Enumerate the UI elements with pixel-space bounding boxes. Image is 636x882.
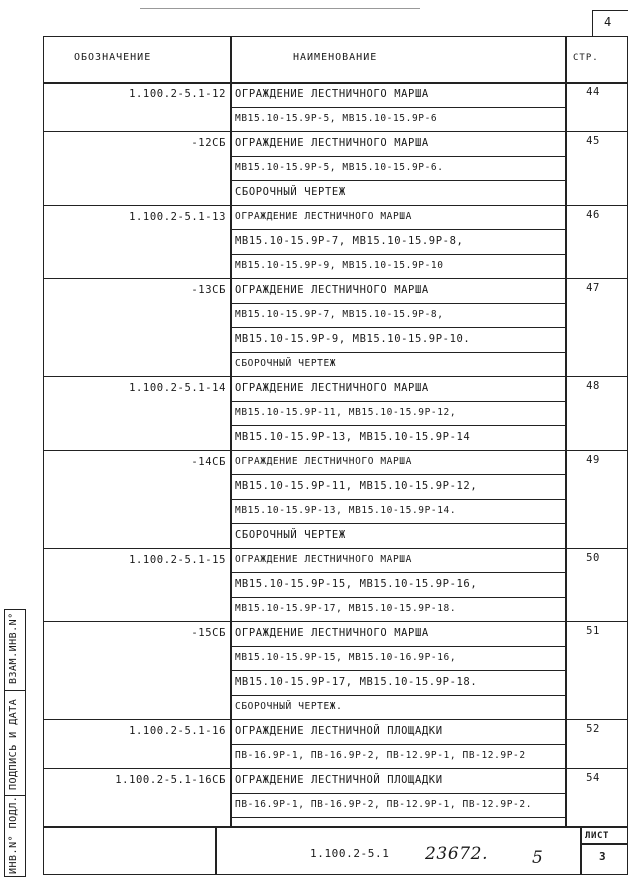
table-row [43, 744, 628, 769]
row-name: МВ15.10-15.9Р-5, МВ15.10-15.9Р-6. [235, 161, 444, 173]
row-name: ОГРАЖДЕНИЕ ЛЕСТНИЧНОГО МАРША [235, 553, 412, 565]
table-row [43, 670, 628, 695]
row-designation: 1.100.2-5.1-16 [129, 725, 226, 737]
table-row [43, 131, 628, 156]
row-name: МВ15.10-15.9Р-9, МВ15.10-15.9Р-10. [235, 333, 471, 345]
header-page: СТР. [573, 53, 599, 63]
row-name: МВ15.10-15.9Р-13, МВ15.10-15.9Р-14 [235, 431, 471, 443]
row-divider [230, 817, 565, 818]
row-page: 52 [586, 723, 600, 735]
row-name: МВ15.10-15.9Р-5, МВ15.10-15.9Р-6 [235, 112, 438, 124]
row-page: 51 [586, 625, 600, 637]
stamp-signature-date: ПОДПИСЬ И ДАТА [8, 698, 19, 790]
row-name: ОГРАЖДЕНИЕ ЛЕСТНИЧНОГО МАРША [235, 455, 412, 467]
row-name: ОГРАЖДЕНИЕ ЛЕСТНИЧНОГО МАРША [235, 88, 429, 100]
table-row [43, 156, 628, 181]
row-name: МВ15.10-15.9Р-15, МВ15.10-15.9Р-16, [235, 578, 478, 590]
row-name: МВ15.10-15.9Р-13, МВ15.10-15.9Р-14. [235, 504, 457, 516]
row-designation: 1.100.2-5.1-14 [129, 382, 226, 394]
table-row [43, 327, 628, 352]
stamp-replacement-inv: ВЗАМ.ИНВ.N° [8, 612, 19, 684]
table-row [43, 401, 628, 426]
table-row [43, 523, 628, 548]
table-row [43, 82, 628, 107]
handwritten-digit: 5 [532, 848, 544, 868]
table-row [43, 376, 628, 401]
header-name: НАИМЕНОВАНИЕ [293, 52, 378, 63]
row-name: МВ15.10-15.9Р-11, МВ15.10-15.9Р-12, [235, 480, 478, 492]
stamp-inv-no-orig: ИНВ.N° ПОДЛ. [8, 795, 19, 874]
handwritten-number: 23672. [425, 844, 489, 864]
table-row [43, 352, 628, 377]
row-name: СБОРОЧНЫЙ ЧЕРТЕЖ [235, 357, 337, 369]
table-row [43, 474, 628, 499]
row-page: 48 [586, 380, 600, 392]
row-name: СБОРОЧНЫЙ ЧЕРТЕЖ. [235, 700, 343, 712]
table-row [43, 621, 628, 646]
row-name: МВ15.10-15.9Р-7, МВ15.10-15.9Р-8, [235, 235, 464, 247]
row-page: 46 [586, 208, 600, 221]
row-name: МВ15.10-15.9Р-9, МВ15.10-15.9Р-10 [235, 259, 444, 271]
row-page: 49 [586, 453, 600, 466]
table-row [43, 499, 628, 524]
row-designation: -14СБ [191, 455, 226, 468]
header-designation: ОБОЗНАЧЕНИЕ [74, 52, 152, 63]
row-page: 50 [586, 551, 600, 564]
row-designation: 1.100.2-5.1-15 [129, 553, 226, 566]
row-designation: -12СБ [191, 137, 226, 149]
row-name: МВ15.10-15.9Р-11, МВ15.10-15.9Р-12, [235, 406, 457, 418]
row-designation: 1.100.2-5.1-12 [129, 88, 226, 100]
table-row [43, 548, 628, 573]
row-name: ПВ-16.9Р-1, ПВ-16.9Р-2, ПВ-12.9Р-1, ПВ-12.9Р-2. [235, 798, 533, 810]
table-row [43, 572, 628, 597]
row-name: СБОРОЧНЫЙ ЧЕРТЕЖ [235, 529, 346, 541]
row-designation: 1.100.2-5.1-16СБ [115, 774, 226, 786]
table-row [43, 450, 628, 475]
table-row [43, 425, 628, 450]
row-page: 45 [586, 135, 600, 147]
row-name: ОГРАЖДЕНИЕ ЛЕСТНИЧНОЙ ПЛОЩАДКИ [235, 774, 443, 786]
row-designation: -13СБ [191, 284, 226, 296]
sheet-label: ЛИСТ [585, 831, 610, 841]
row-name: ОГРАЖДЕНИЕ ЛЕСТНИЧНОГО МАРША [235, 284, 429, 296]
table-row [43, 254, 628, 279]
row-designation: -15СБ [191, 627, 226, 639]
table-row [43, 597, 628, 622]
row-name: МВ15.10-15.9Р-7, МВ15.10-15.9Р-8, [235, 308, 444, 320]
table-row [43, 768, 628, 793]
table-row [43, 695, 628, 720]
row-page: 47 [586, 282, 600, 294]
row-name: ОГРАЖДЕНИЕ ЛЕСТНИЧНОГО МАРША [235, 382, 429, 394]
row-page: 44 [586, 86, 600, 98]
row-name: ПВ-16.9Р-1, ПВ-16.9Р-2, ПВ-12.9Р-1, ПВ-12.9Р-2 [235, 749, 526, 761]
row-name: ОГРАЖДЕНИЕ ЛЕСТНИЧНОЙ ПЛОЩАДКИ [235, 725, 443, 737]
table-row [43, 646, 628, 671]
row-name: ОГРАЖДЕНИЕ ЛЕСТНИЧНОГО МАРША [235, 627, 429, 639]
table-row [43, 719, 628, 744]
table-row [43, 180, 628, 205]
row-page: 54 [586, 772, 600, 784]
table-row [43, 793, 628, 818]
table-row [43, 205, 628, 230]
row-name: МВ15.10-15.9Р-17, МВ15.10-15.9Р-18. [235, 602, 457, 614]
row-name: СБОРОЧНЫЙ ЧЕРТЕЖ [235, 186, 346, 198]
row-name: ОГРАЖДЕНИЕ ЛЕСТНИЧНОГО МАРША [235, 137, 429, 149]
row-name: МВ15.10-15.9Р-15, МВ15.10-16.9Р-16, [235, 651, 457, 663]
table-row [43, 278, 628, 303]
footer-doc-code: 1.100.2-5.1 [310, 847, 390, 860]
top-sheet-number: 4 [604, 15, 612, 29]
table-row [43, 303, 628, 328]
sheet-value: 3 [599, 850, 607, 863]
row-designation: 1.100.2-5.1-13 [129, 210, 226, 223]
table-row [43, 229, 628, 254]
table-row [43, 107, 628, 132]
row-name: ОГРАЖДЕНИЕ ЛЕСТНИЧНОГО МАРША [235, 210, 412, 222]
row-name: МВ15.10-15.9Р-17, МВ15.10-15.9Р-18. [235, 676, 478, 688]
